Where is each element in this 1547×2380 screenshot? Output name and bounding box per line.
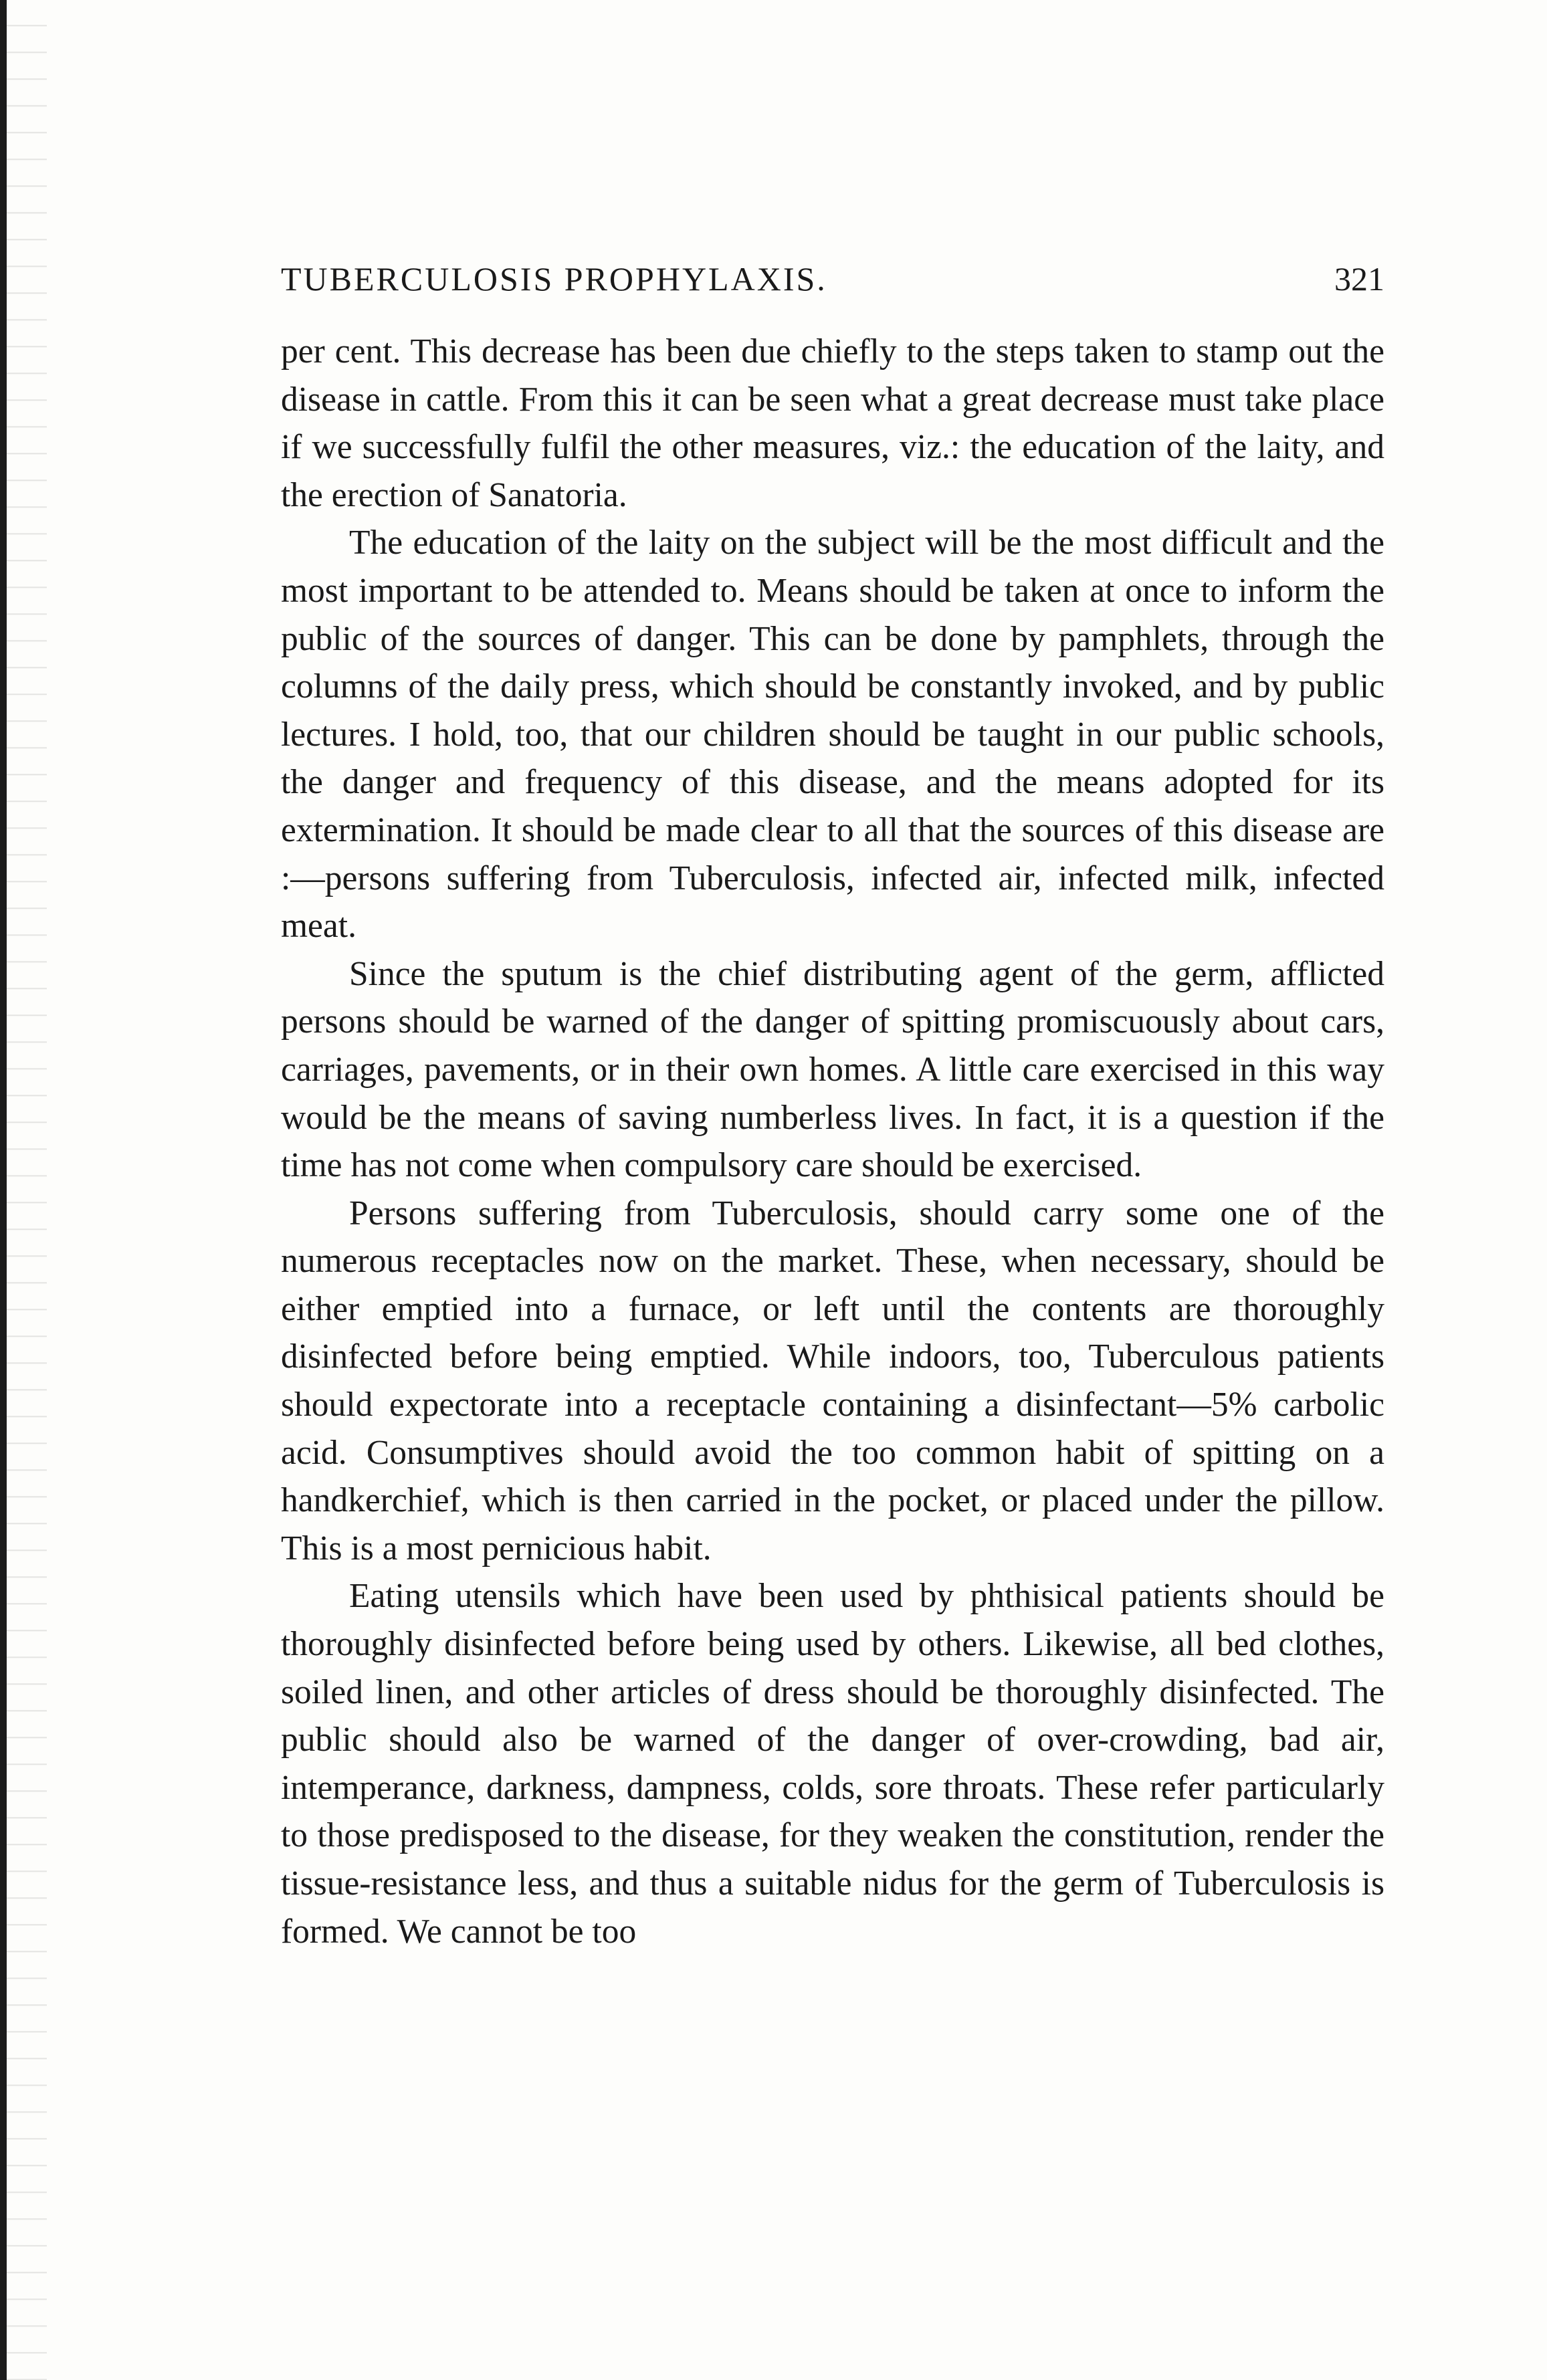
paragraph: The education of the laity on the subject will be the most difficult and the most important to be attended to. Means should be taken at once to inform the public of the sources of danger. This can be done by pamphlets, through the columns of the daily press, which should be constantly invoked, and by public lectures. I hold, too, that our children should be taught in our public schools, the danger and frequency of this disease, and the means adopted for its extermination. It should be made clear to all that the sources of this disease are :—persons suffering from Tuberculosis, infected air, infected milk, infected meat. [281, 524, 1384, 946]
paragraph: Since the sputum is the chief distributing agent of the germ, afflicted persons should be warned of the danger of spitting promiscuously about cars, carriages, pavements, or in their own homes. A little care exercised in this way would be the means of saving numberless lives. In fact, it is a question if the time has not come when compulsory care should be exercised. [281, 954, 1384, 1185]
body-text [281, 328, 1384, 1955]
paragraph: per cent. This decrease has been due chiefly to the steps taken to stamp out the disease in cattle. From this it can be seen what a great decrease must take place if we successfully fulfil the other measures, viz.: the education of the laity, and the erection of Sanatoria. [281, 332, 1384, 514]
scan-noise [7, 0, 47, 2380]
running-head: TUBERCULOSIS PROPHYLAXIS. [281, 260, 827, 298]
page-header [281, 259, 1384, 306]
binding-edge [0, 0, 7, 2380]
paragraph: Eating utensils which have been used by phthisical patients should be thoroughly disinfected before being used by others. Likewise, all bed clothes, soiled linen, and other articles of dress should be thoroughly disinfected. The public should also be warned of the danger of over-crowding, bad air, intemperance, darkness, dampness, colds, sore throats. These refer particularly to those predisposed to the disease, for they weaken the constitution, render the tissue-resistance less, and thus a suitable nidus for the germ of Tuberculosis is formed. We cannot be too [281, 1577, 1384, 1951]
page-number: 321 [1334, 260, 1384, 298]
paragraph: Persons suffering from Tuberculosis, should carry some one of the numerous receptacles now on the market. These, when necessary, should be either emptied into a furnace, or left until the contents are thoroughly disinfected before being emptied. While indoors, too, Tuberculous patients should expectorate into a receptacle containing a disinfectant—5% carbolic acid. Consumptives should avoid the too common habit of spitting on a handkerchief, which is then carried in the pocket, or placed under the pillow. This is a most pernicious habit. [281, 1194, 1384, 1567]
